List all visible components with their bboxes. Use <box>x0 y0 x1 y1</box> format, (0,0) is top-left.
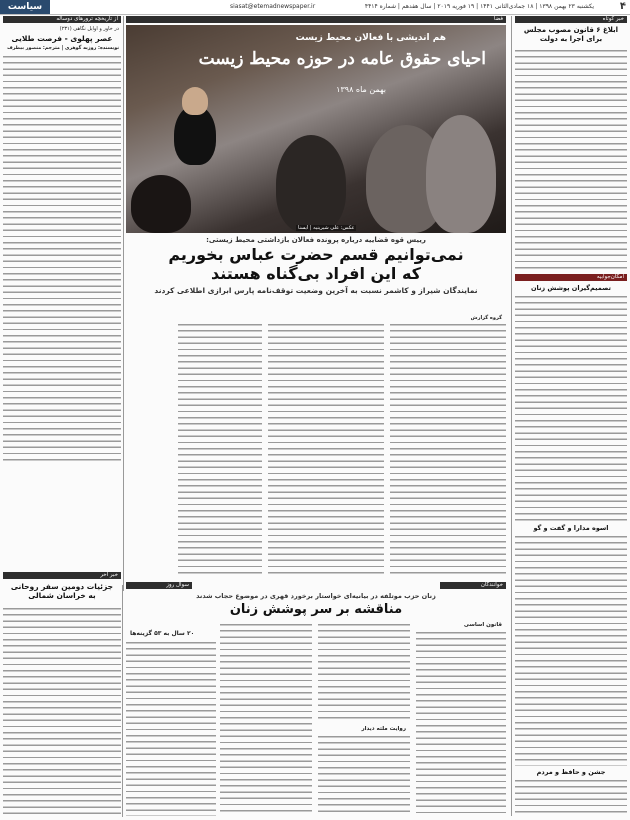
lead-photo <box>126 25 506 233</box>
person-silhouette <box>131 175 191 233</box>
lead-kicker: رییس قوه قضاییه درباره پرونده فعالان بازداشتی محیط زیستی: <box>206 236 426 244</box>
story-title: اسوه مدارا و گفت و گو <box>533 524 609 532</box>
bottom-headline: مناقشه بر سر پوشش زنان <box>229 602 403 617</box>
page-header <box>0 0 630 15</box>
bottom-col-left-body <box>126 640 216 816</box>
lead-body-col-3 <box>178 322 262 578</box>
issue-date: یکشنبه ۲۳ بهمن ۱۳۹۸ | ۱۸ جمادی‌الثانی ۱۴۴۱ | ۱۹ فوریه ۲۰۱۹ | سال هفدهم | شماره ۴۴۱۴ <box>364 3 594 10</box>
lead-headline-line-1: نمی‌توانیم قسم حضرت عباس بخوریم <box>168 245 464 264</box>
photo-credit: عکس: علی شیرینیه | ایسنا <box>298 225 355 231</box>
right-column-tag-2: امکان‌جوابیه <box>515 274 627 281</box>
right-column-tag: خبر کوتاه <box>515 16 627 23</box>
bottom-tag-left: سوال روز <box>126 582 192 589</box>
lead-deck: نمایندگان شیراز و کاشمر نسبت به آخرین وضعیت توقف‌نامه پارس ابرازی اطلاعی کردند <box>154 286 478 295</box>
story-title: تصمیم‌گیران پوشش زنان <box>531 284 611 292</box>
person-silhouette <box>426 115 496 233</box>
right-column <box>515 16 627 816</box>
left-story-2-title-line-2: به خراسان شمالی <box>28 591 96 600</box>
story-title-line-1: ابلاغ ۶ قانون مصوب مجلس <box>523 26 619 34</box>
story-body <box>515 534 627 766</box>
left-story-2-title-line-1: جزئیات دومین سفر روحانی <box>10 582 114 591</box>
section-label: سیاست <box>0 0 50 14</box>
lead-headline-line-2: که این افراد بی‌گناه هستند <box>211 264 421 283</box>
bottom-col-mid-body-2 <box>318 734 410 816</box>
column-rule <box>511 16 512 816</box>
bottom-col-left-quote: ۲۰ سال به ۵۳ گزینه‌ها <box>130 630 195 637</box>
photo-caption-date: بهمن ماه ۱۳۹۸ <box>336 85 386 94</box>
column-rule <box>122 585 123 817</box>
bottom-col-mid-body <box>318 622 410 722</box>
lead-story-header <box>126 236 506 312</box>
left-story-2-title <box>3 582 121 600</box>
photo-caption-kicker: هم اندیشی با فعالان محیط زیست <box>295 33 446 43</box>
lead-body-col-2 <box>268 322 384 578</box>
left-story-body <box>3 54 121 464</box>
bottom-col-mid-head: روایت ملته دیدار <box>361 726 406 732</box>
left-column-tag: از تاریخچه ترورهای دوساله <box>3 16 121 23</box>
bottom-col-right-head: قانون اساسی <box>463 622 502 628</box>
bottom-col-right-body <box>416 630 506 816</box>
left-story-byline: نویسنده: روزبه گوهری | مترجم: منصور بیطرف <box>7 46 119 51</box>
story-body <box>515 48 627 270</box>
story-title <box>515 26 627 44</box>
person-silhouette <box>276 135 346 233</box>
lead-byline: گروه گزارش <box>470 315 502 321</box>
section-email[interactable]: siasat@etemadnewspaper.ir <box>230 3 316 10</box>
story-title: جشن و حافظ و مردم <box>536 768 606 776</box>
left-story-sub: در خاور و اوایل نگاهی (۲۳۱) <box>59 26 119 32</box>
story-body <box>515 294 627 522</box>
column-rule <box>123 16 124 591</box>
left-story-2-body <box>3 606 121 814</box>
center-tag: فضا <box>126 16 506 23</box>
person-silhouette <box>182 87 208 115</box>
left-column-tag-2: خبر آخر <box>3 572 121 579</box>
story-body <box>515 778 627 816</box>
bottom-kicker: زنان حزب موتلفه در بیانیه‌ای خواستار برخورد قهری در موضوع حجاب شدند <box>196 592 436 600</box>
left-column <box>3 16 121 816</box>
lead-body-col-1 <box>390 322 506 578</box>
photo-caption-title: احیای حقوق عامه در حوزه محیط زیست <box>198 49 486 69</box>
bottom-col-3-body <box>220 622 312 816</box>
story-title-line-2: برای اجرا به دولت <box>539 35 603 43</box>
page-number: ۴ <box>619 1 626 12</box>
bottom-tag-right: خوانندگان <box>440 582 506 589</box>
left-story-title: عصر پهلوی - فرصت طلایی <box>11 34 113 43</box>
